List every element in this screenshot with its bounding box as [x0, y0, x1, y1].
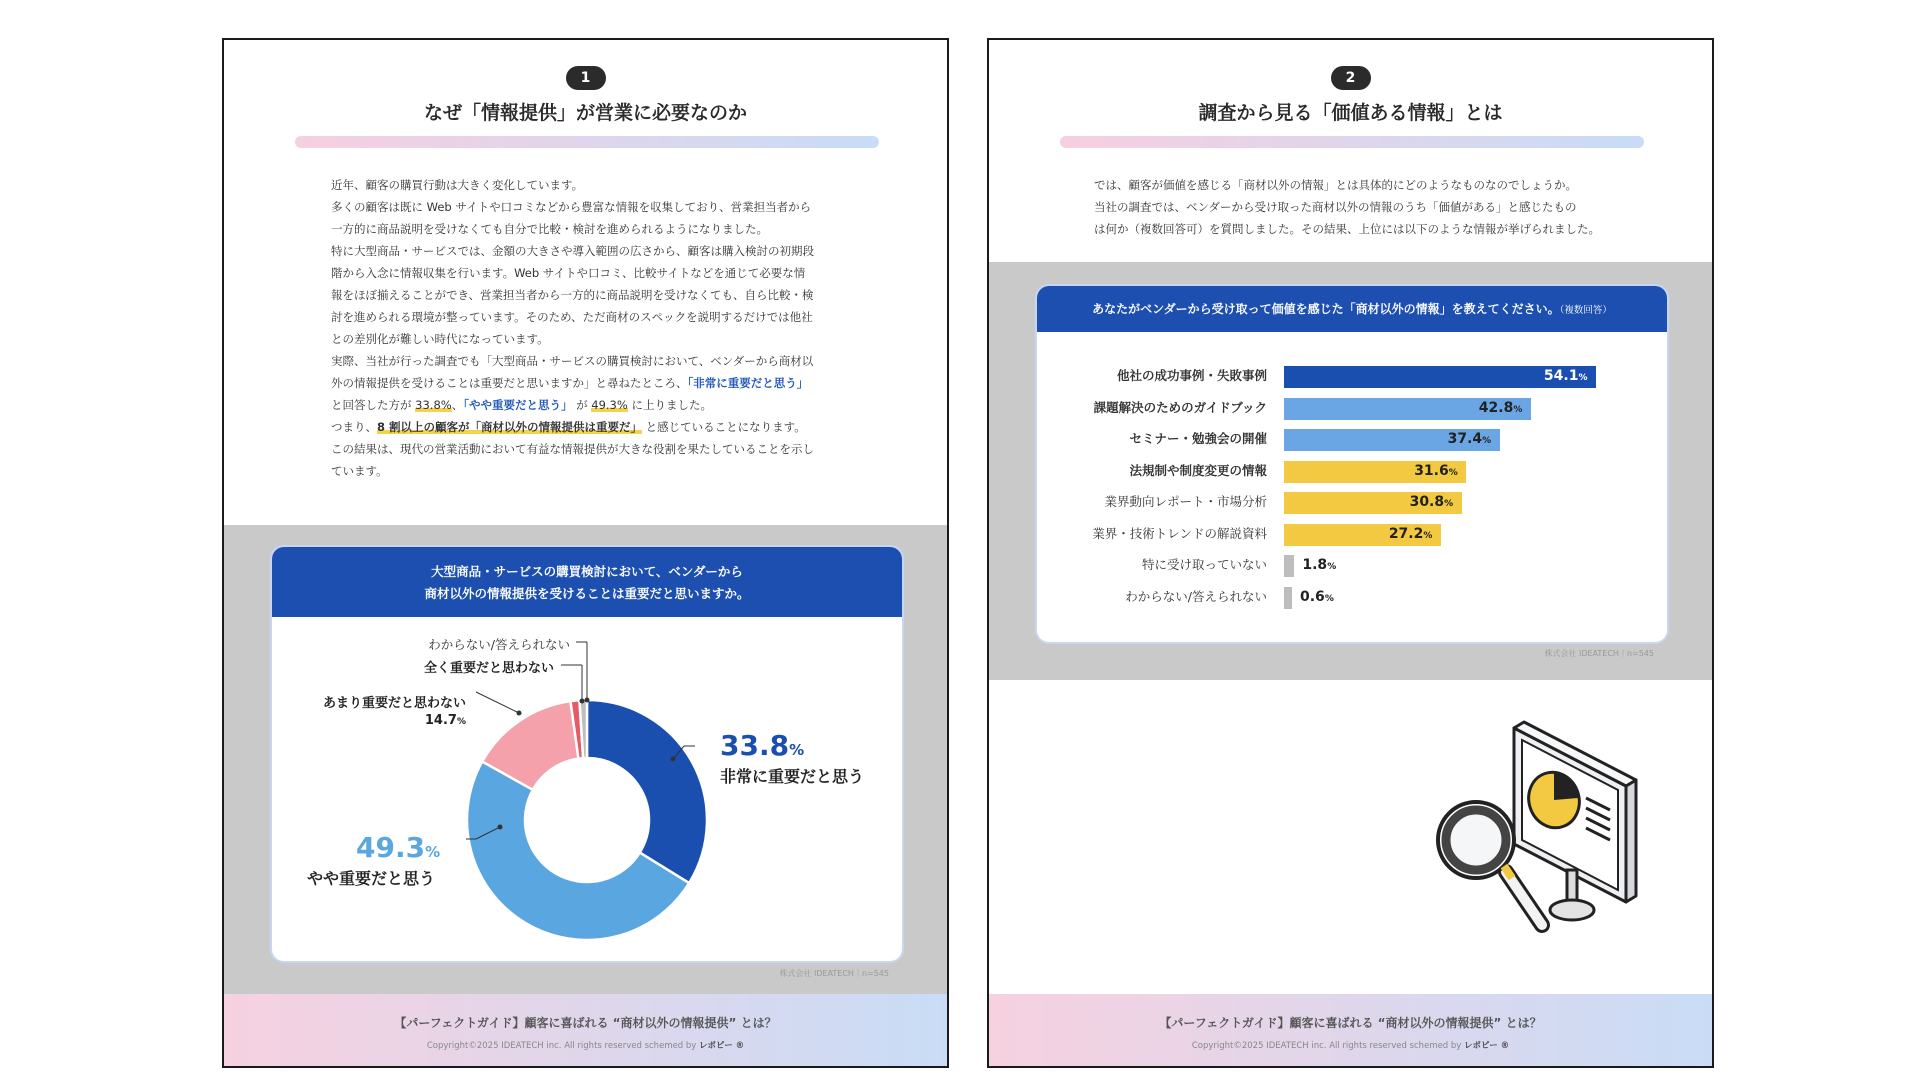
bar-label: 業界・技術トレンドの解説資料 — [1092, 525, 1267, 541]
text-line: 報をほぼ揃えることができ、営業担当者から一方的に商品説明を受けなくても、自ら比較・検 — [331, 288, 814, 302]
footer-copyright — [224, 1039, 947, 1051]
pct-value: 14.7 — [424, 713, 457, 728]
page-number-badge: 2 — [1331, 66, 1371, 90]
bar-value-unit: % — [1482, 436, 1492, 446]
text-line: ています。 — [331, 464, 388, 478]
text-segment: つまり、 — [331, 420, 377, 434]
pct-unit: % — [789, 741, 805, 759]
page-footer — [224, 994, 947, 1066]
text-line: 討を進められる環境が整っています。そのため、ただ商材のスペックを説明するだけでは他社 — [331, 310, 813, 324]
footer-title: 【パーフェクトガイド】顧客に喜ばれる “商材以外の情報提供” とは？ — [394, 1016, 777, 1030]
leader-dot — [585, 698, 590, 703]
page-title: なぜ「情報提供」が営業に必要なのか — [423, 102, 747, 124]
bar-row — [1037, 459, 1667, 483]
bar-value — [1414, 459, 1458, 485]
pct-unit: % — [456, 717, 466, 727]
footer-title: 【パーフェクトガイド】顧客に喜ばれる “商材以外の情報提供” とは？ — [1159, 1016, 1542, 1030]
label-somewhat-important — [302, 831, 440, 889]
card-header — [1037, 286, 1667, 332]
brand-name: レポピー ® — [699, 1041, 745, 1051]
bar-value-unit: % — [1327, 562, 1337, 572]
monitor-icon — [1514, 722, 1636, 920]
bar-value-unit: % — [1448, 467, 1458, 478]
title-gradient-bar — [1060, 136, 1644, 148]
bar-value-unit: % — [1324, 593, 1334, 604]
segment-name: 非常に重要だと思う — [720, 767, 865, 786]
credit-text: 株式会社 IDEATECH｜n=545 — [779, 969, 889, 978]
bar-row — [1037, 396, 1667, 420]
leader-dot — [517, 711, 522, 716]
pct-unit: % — [425, 843, 441, 861]
bar-row — [1037, 490, 1667, 514]
bar-value-unit: % — [1444, 499, 1454, 509]
text-line: 近年、顧客の購買行動は大きく変化しています。 — [331, 178, 584, 192]
bar-value — [1302, 553, 1336, 579]
credit-text: 株式会社 IDEATECH｜n=545 — [1544, 649, 1654, 658]
bar-label: 特に受け取っていない — [1141, 557, 1267, 572]
highlight-somewhat-important: 「やや重要だと思う」 — [463, 398, 573, 412]
leader-dot — [671, 757, 676, 762]
bar-chart-card — [1035, 284, 1669, 644]
bar — [1284, 555, 1294, 577]
text-line: 実際、当社が行った調査でも「大型商品・サービスの購買検討において、ベンダーから商材以 — [331, 354, 814, 368]
text-segment: に上りました。 — [627, 398, 712, 412]
text-line: 当社の調査では、ベンダーから受け取った商材以外の情報のうち「価値がある」と感じたもの — [1094, 200, 1577, 214]
bar-row — [1037, 427, 1667, 451]
text-line: 階から入念に情報収集を行います。Web サイトや口コミ、比較サイトなどを通じて必要な情 — [331, 266, 806, 280]
brand-name: レポピー ® — [1464, 1041, 1510, 1051]
text-segment: と感じていることになります。 — [642, 420, 806, 434]
label-not-very-important — [310, 695, 466, 731]
segment-name: やや重要だと思う — [307, 869, 436, 888]
copyright-text: Copyright©2025 IDEATECH inc. All rights reserved schemed by — [426, 1041, 700, 1051]
donut-chart-card — [270, 545, 904, 963]
bar-value-number: 54.1 — [1543, 368, 1579, 384]
bar-label: 他社の成功事例・失敗事例 — [1116, 368, 1267, 383]
bar-label: 課題解決のためのガイドブック — [1093, 399, 1267, 415]
page-2 — [987, 38, 1714, 1068]
pct-value: 33.8 — [720, 729, 790, 762]
bar-value-number: 1.8 — [1302, 557, 1328, 573]
highlight-over-80: 8 割以上の顧客が「商材以外の情報提供は重要だ」 — [377, 420, 643, 434]
segment-name: あまり重要だと思わない — [322, 696, 466, 711]
bar-value — [1544, 364, 1588, 390]
bar-value — [1389, 522, 1433, 548]
bar-chart — [1037, 364, 1667, 634]
bar-value — [1479, 396, 1523, 422]
bar-row — [1037, 585, 1667, 609]
bar-value-number: 31.6 — [1414, 462, 1449, 479]
text-line — [331, 416, 871, 438]
label-very-important — [720, 729, 864, 787]
title-gradient-bar — [295, 136, 879, 148]
bar-row — [1037, 553, 1667, 577]
copyright-text: Copyright©2025 IDEATECH inc. All rights reserved schemed by — [1191, 1041, 1465, 1051]
question-text: あなたがベンダーから受け取って価値を感じた「商材以外の情報」を教えてください。 — [1092, 302, 1560, 316]
footer-copyright — [989, 1039, 1712, 1051]
bar-row — [1037, 522, 1667, 546]
text-line: 一方的に商品説明を受けなくても自分で比較・検討を進められるようになりました。 — [331, 222, 768, 236]
leader-line — [476, 692, 519, 713]
text-line — [331, 372, 871, 394]
pct-value: 49.3 — [356, 831, 426, 864]
bar-label: 法規制や制度変更の情報 — [1129, 462, 1267, 478]
label-dont-know: わからない/答えられない — [428, 637, 570, 652]
text-segment: 、 — [451, 398, 464, 412]
text-line: では、顧客が価値を感じる「商材以外の情報」とは具体的にどのようなものなのでしょうか。 — [1094, 178, 1577, 192]
bar-label: セミナー・勉強会の開催 — [1129, 431, 1267, 446]
analysis-illustration — [1414, 720, 1674, 980]
bar-value-unit: % — [1578, 373, 1588, 383]
leader-dot — [580, 699, 585, 704]
bar-value — [1448, 427, 1492, 453]
text-line: 多くの顧客は既に Web サイトや口コミなどから豊富な情報を収集しており、営業担当者から — [331, 200, 812, 214]
bar-value — [1410, 490, 1454, 516]
bar — [1284, 587, 1292, 609]
question-line: 大型商品・サービスの購買検討において、ベンダーから — [431, 564, 743, 579]
page-1 — [222, 38, 949, 1068]
text-line — [331, 394, 871, 416]
bar-value-number: 42.8 — [1478, 399, 1514, 416]
text-line: 特に大型商品・サービスでは、金額の大きさや導入範囲の広さから、顧客は購入検討の初期段 — [331, 244, 814, 258]
text-segment: 外の情報提供を受けることは重要だと思いますか」と尋ねたところ、 — [331, 376, 688, 390]
leader-dot — [498, 825, 503, 830]
bar-label: わからない/答えられない — [1125, 588, 1267, 604]
bar-value-number: 27.2 — [1388, 525, 1424, 542]
page-footer — [989, 994, 1712, 1066]
bar-value-unit: % — [1513, 404, 1523, 415]
page-number-badge: 1 — [566, 66, 606, 90]
pct-very-important: 33.8% — [415, 398, 452, 412]
bar-value-number: 30.8 — [1409, 494, 1445, 510]
bar-value-number: 37.4 — [1447, 431, 1483, 447]
text-line: との差別化が難しい時代になっています。 — [331, 332, 549, 346]
intro-text — [331, 174, 871, 482]
bar-value — [1300, 585, 1334, 611]
page-title: 調査から見る「価値ある情報」とは — [1198, 102, 1503, 124]
bar-value-number: 0.6 — [1300, 588, 1325, 605]
label-not-important-at-all: 全く重要だと思わない — [423, 661, 554, 676]
bar-value-unit: % — [1423, 530, 1433, 541]
bar-label: 業界動向レポート・市場分析 — [1104, 494, 1267, 509]
text-line: は何か（複数回答可）を質問しました。その結果、上位には以下のような情報が挙げられました。 — [1094, 222, 1600, 236]
text-segment: と回答した方が — [331, 398, 416, 412]
text-segment: が — [572, 398, 592, 412]
bar-row — [1037, 364, 1667, 388]
question-line: 商材以外の情報提供を受けることは重要だと思いますか。 — [424, 586, 750, 601]
text-line: この結果は、現代の営業活動において有益な情報提供が大きな役割を果たしていることを示し — [331, 442, 814, 456]
card-header — [272, 547, 902, 617]
pct-somewhat-important: 49.3% — [591, 398, 628, 412]
intro-text — [1094, 174, 1654, 240]
question-note: （複数回答） — [1559, 305, 1612, 316]
highlight-very-important: 「非常に重要だと思う」 — [687, 376, 809, 390]
